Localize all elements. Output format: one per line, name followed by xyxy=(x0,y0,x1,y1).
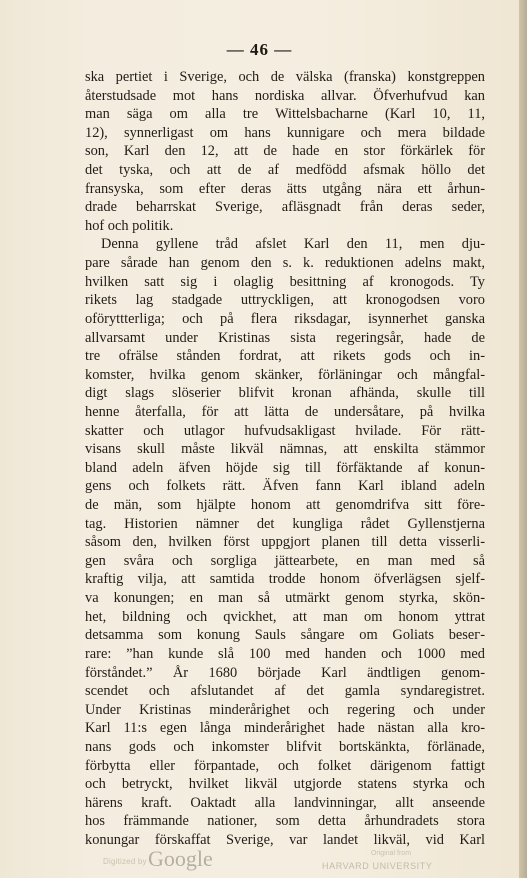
text-line: återstudsade mot hans nordiska allvar. Öfverhufvud kan xyxy=(85,87,485,104)
text-line: pare sårade han genom den s. k. reduktionen adelns makt, xyxy=(85,255,485,272)
text-line: de män, som hjälpte honom att genomdrifva sitt före- xyxy=(85,497,485,514)
text-line: drade beharrskat Sverige, afläsgnadt från deras seder, xyxy=(85,199,485,216)
body-text xyxy=(85,68,485,850)
text-line: oföryttterliga; och på flera riksdagar, isynnerhet ganska xyxy=(85,310,485,327)
text-line: fransyska, som efter deras ätts utgång nära ett århun- xyxy=(85,180,485,197)
text-line: förbytta eller förpantade, och folket därigenom fattigt xyxy=(85,757,485,774)
text-line: skatter och utlagor hufvudsakligast hvilade. För rätt- xyxy=(85,422,485,439)
text-line: visans skull måste likväl nämnas, att enskilta stämmor xyxy=(85,441,485,458)
text-line: rikets lag stadgade uttryckligen, att kronogodsen voro xyxy=(85,292,485,309)
google-logo: Google xyxy=(148,846,213,871)
page-edge xyxy=(519,0,527,878)
text-line: henne återfalla, för att lätta de undersåtare, på hvilka xyxy=(85,403,485,420)
text-line: såsom den, hvilken först uppgjort planen till detta visserli- xyxy=(85,534,485,551)
text-line: scendet och afslutandet af det gamla syndaregistret. xyxy=(85,683,485,700)
text-line: nans gods och inkomster blifvit bortskänkta, förlänade, xyxy=(85,738,485,755)
text-line: het, bildning och qvickhet, att man om honom yttrat xyxy=(85,608,485,625)
text-line: hof och politik. xyxy=(85,217,174,234)
text-line: tre ofrälse stånden fordrat, att rikets gods och in- xyxy=(85,348,485,365)
scan-watermark xyxy=(0,846,519,878)
text-line: digt slags slöserier blifvit kronan afhända, skulle till xyxy=(85,385,485,402)
text-line: tag. Historien nämner det kungliga rådet Gyllenstjerna xyxy=(85,515,485,532)
digitized-by-label: Digitized by xyxy=(103,857,147,866)
text-line: hvilken satt sig i olaglig besittning af kronogods. Ty xyxy=(85,273,485,290)
text-line: kraftig vilja, att samtida trodde honom öfverlägsen sjelf- xyxy=(85,571,485,588)
text-line: rare: ”han kunde slå 100 med handen och 1000 med xyxy=(85,645,485,662)
text-line: gens och folkets rätt. Äfven fann Karl ibland adeln xyxy=(85,478,485,495)
text-line: Karl 11:s egen långa minderårighet hade nästan alla kro- xyxy=(85,720,485,737)
text-line: konungar förskaffat Sverige, var landet likväl, vid Karl xyxy=(85,831,485,848)
text-line: och betryckt, hvilket likväl utgjorde statens styrka och xyxy=(85,776,485,793)
text-line: man säga om alla tre Wittelsbacharne (Karl 10, 11, xyxy=(85,106,485,123)
text-line: gen svåra och sorgliga jättearbete, en man med så xyxy=(85,552,485,569)
text-line: härens kraft. Oaktadt alla landvinningar, allt anseende xyxy=(85,794,485,811)
text-line: ska pertiet i Sverige, och de välska (franska) konstgreppen xyxy=(85,69,485,85)
text-line: va konungen; en man så utmärkt genom styrka, skön- xyxy=(85,590,485,607)
text-line: son, Karl den 12, att de hade en stor förkärlek för xyxy=(85,143,485,160)
original-from-label: Original from xyxy=(370,850,412,857)
text-line: 12), synnerligast om hans kunnigare och mera bildade xyxy=(85,124,485,141)
library-name: HARVARD UNIVERSITY xyxy=(322,861,433,871)
page-number: — 46 — xyxy=(226,40,293,59)
text-line: bland adeln äfven höjde sig till förfäktande af konun- xyxy=(85,459,485,476)
paragraph-start-line: Denna gyllene tråd afslet Karl den 11, men dju- xyxy=(101,236,485,253)
text-line: komster, hvilka genom skänker, förläningar och mångfal- xyxy=(85,366,485,383)
text-line: förståndet.” År 1680 började Karl ändtligen genom- xyxy=(85,664,485,681)
text-line: det tyska, och att de af medfödd afsmak höllo det xyxy=(85,162,485,179)
text-line: hos främmande nationer, som detta århundradets stora xyxy=(85,813,485,830)
text-line: Under Kristinas minderårighet och regering och under xyxy=(85,701,485,718)
text-line: detsamma som konung Sauls sångare om Goliats besег- xyxy=(85,627,485,644)
text-line: allvarsamt under Kristinas sista regeringsår, hade de xyxy=(85,329,485,346)
